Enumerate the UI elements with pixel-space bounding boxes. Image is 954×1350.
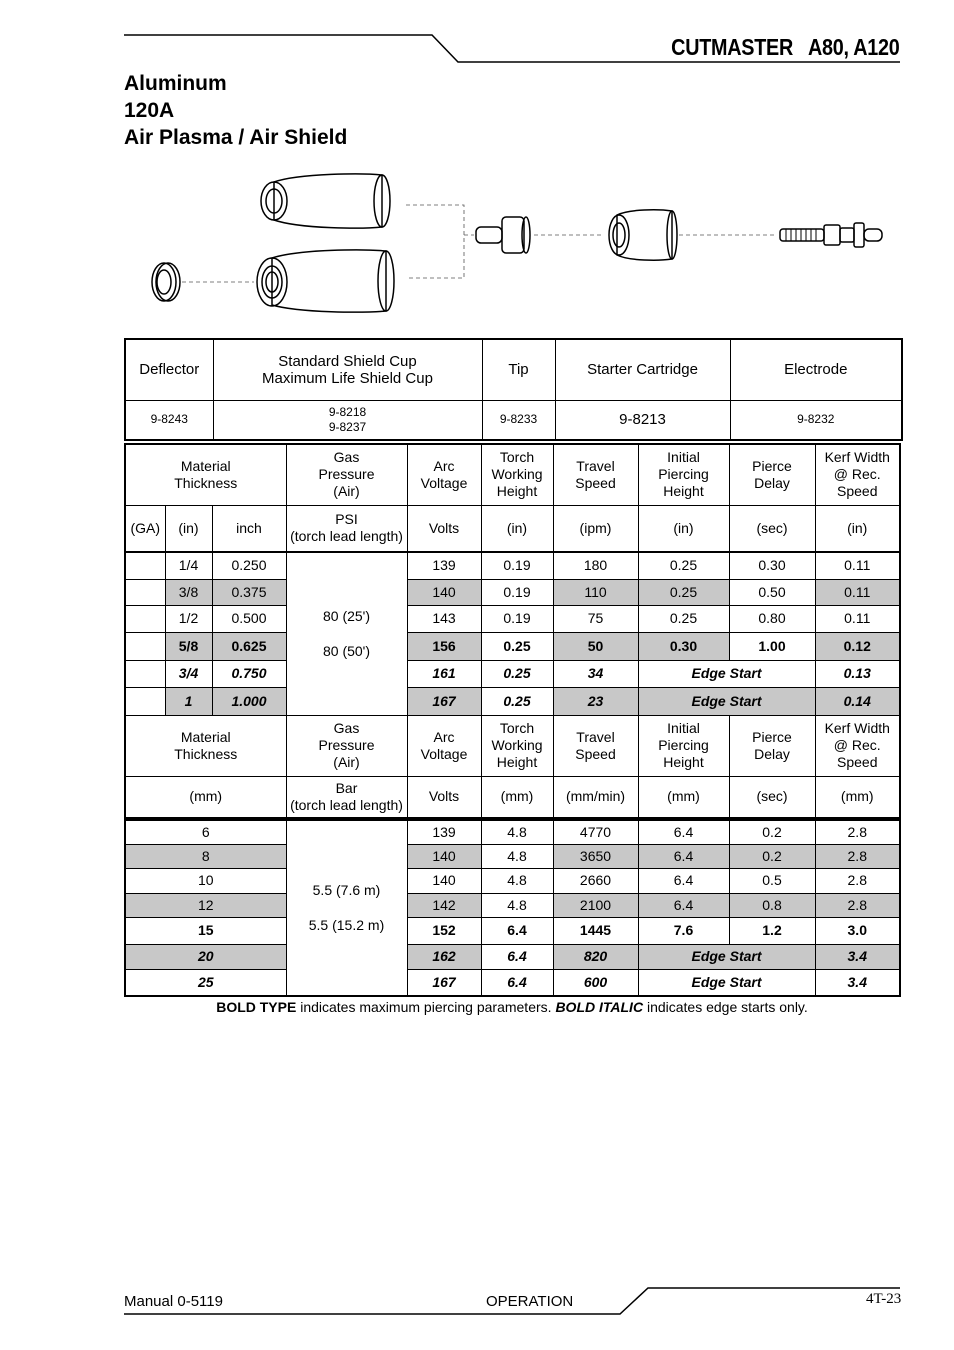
arc-voltage: 167: [407, 687, 481, 715]
col-travel-speed-metric: Travel Speed: [553, 715, 638, 776]
travel-speed: 75: [553, 605, 638, 632]
unit-inch: inch: [212, 505, 286, 552]
arc-voltage: 142: [407, 893, 481, 917]
starter-cartridge-icon: [609, 210, 677, 260]
torch-height: 0.25: [481, 660, 553, 687]
tip-header: Tip: [482, 339, 555, 400]
electrode-part-number: 9-8232: [730, 400, 902, 440]
col-torch-height: Torch Working Height: [481, 444, 553, 505]
arc-voltage: 162: [407, 944, 481, 969]
unit-mm: (mm): [125, 776, 286, 818]
arc-voltage: 139: [407, 820, 481, 844]
pierce-delay: 1.2: [729, 917, 815, 944]
travel-speed: 110: [553, 579, 638, 605]
unit-speed: (ipm): [553, 505, 638, 552]
document-title: CUTMASTER A80, A120: [671, 34, 900, 60]
unit-volts-metric: Volts: [407, 776, 481, 818]
thickness-decimal: 0.250: [212, 552, 286, 579]
pierce-height: 6.4: [638, 844, 729, 868]
imperial-settings-table: [124, 443, 901, 819]
torch-height: 4.8: [481, 844, 553, 868]
pierce-delay: 0.2: [729, 844, 815, 868]
tip-part-number: 9-8233: [482, 400, 555, 440]
unit-delay-metric: (sec): [729, 776, 815, 818]
pierce-height: 6.4: [638, 893, 729, 917]
ga-cell: [125, 687, 165, 715]
ga-cell: [125, 660, 165, 687]
thickness-fraction: 3/4: [165, 660, 212, 687]
thickness-mm: 20: [125, 944, 286, 969]
arc-voltage: 140: [407, 844, 481, 868]
col-pierce-height: Initial Piercing Height: [638, 444, 729, 505]
kerf-width: 2.8: [815, 820, 900, 844]
col-kerf-width-metric: Kerf Width @ Rec. Speed: [815, 715, 900, 776]
thickness-fraction: 1/2: [165, 605, 212, 632]
thickness-fraction: 1/4: [165, 552, 212, 579]
tip-icon: [476, 217, 530, 253]
torch-height: 4.8: [481, 893, 553, 917]
col-pierce-height-metric: Initial Piercing Height: [638, 715, 729, 776]
col-pierce-delay-metric: Pierce Delay: [729, 715, 815, 776]
kerf-width: 2.8: [815, 893, 900, 917]
psi-50ft: 80 (50'): [322, 642, 371, 659]
travel-speed: 820: [553, 944, 638, 969]
travel-speed: 180: [553, 552, 638, 579]
edge-start: Edge Start: [638, 944, 815, 969]
kerf-width: 3.4: [815, 969, 900, 996]
unit-bar-label: Bar: [335, 779, 358, 796]
ga-cell: [125, 605, 165, 632]
arc-voltage: 140: [407, 579, 481, 605]
unit-pierce-height: (in): [638, 505, 729, 552]
torch-height: 6.4: [481, 917, 553, 944]
col-arc-voltage: Arc Voltage: [407, 444, 481, 505]
pierce-height: 6.4: [638, 868, 729, 893]
bar-15m: 5.5 (15.2 m): [308, 917, 385, 933]
footer-manual: Manual 0-5119: [124, 1293, 223, 1310]
kerf-width: 3.0: [815, 917, 900, 944]
pierce-delay: 0.80: [729, 605, 815, 632]
unit-ga: (GA): [125, 505, 165, 552]
note-text-1: indicates maximum piercing parameters.: [296, 999, 556, 1015]
arc-voltage: 139: [407, 552, 481, 579]
travel-speed: 1445: [553, 917, 638, 944]
travel-speed: 23: [553, 687, 638, 715]
psi-25ft: 80 (25'): [322, 607, 371, 624]
pierce-height: 7.6: [638, 917, 729, 944]
ga-cell: [125, 632, 165, 660]
torch-height: 4.8: [481, 820, 553, 844]
travel-speed: 3650: [553, 844, 638, 868]
thickness-mm: 10: [125, 868, 286, 893]
thickness-mm: 12: [125, 893, 286, 917]
pierce-height: 0.25: [638, 605, 729, 632]
arc-voltage: 140: [407, 868, 481, 893]
unit-bar: [286, 776, 407, 818]
col-gas-pressure-metric: Gas Pressure (Air): [286, 715, 407, 776]
travel-speed: 50: [553, 632, 638, 660]
edge-start: Edge Start: [638, 687, 815, 715]
col-material-thickness-metric: Material Thickness: [125, 715, 286, 776]
deflector-header: Deflector: [125, 339, 213, 400]
pierce-delay: 0.2: [729, 820, 815, 844]
ga-cell: [125, 579, 165, 605]
col-kerf-width: Kerf Width @ Rec. Speed: [815, 444, 900, 505]
col-pierce-delay: Pierce Delay: [729, 444, 815, 505]
starter-part-number: 9-8213: [555, 400, 730, 440]
max-life-shield-cup-icon: [257, 250, 394, 312]
kerf-width: 0.12: [815, 632, 900, 660]
torch-height: 0.19: [481, 605, 553, 632]
kerf-width: 0.13: [815, 660, 900, 687]
thickness-fraction: 5/8: [165, 632, 212, 660]
travel-speed: 600: [553, 969, 638, 996]
subtitle-amperage: 120A: [124, 99, 175, 122]
consumables-table: [124, 338, 903, 441]
thickness-decimal: 0.375: [212, 579, 286, 605]
shield-cup-part-maxlife: 9-8237: [328, 419, 367, 434]
pierce-delay: 0.50: [729, 579, 815, 605]
thickness-decimal: 0.625: [212, 632, 286, 660]
arc-voltage: 143: [407, 605, 481, 632]
edge-start: Edge Start: [638, 969, 815, 996]
kerf-width: 0.11: [815, 579, 900, 605]
unit-psi-label: PSI: [335, 511, 358, 528]
unit-kerf: (in): [815, 505, 900, 552]
note-text-2: indicates edge starts only.: [643, 999, 808, 1015]
pierce-height: 0.25: [638, 552, 729, 579]
unit-height-metric: (mm): [481, 776, 553, 818]
note-bold-italic: BOLD ITALIC: [555, 999, 644, 1015]
arc-voltage: 156: [407, 632, 481, 660]
ga-cell: [125, 552, 165, 579]
note-bold: BOLD TYPE: [216, 999, 297, 1015]
torch-height: 0.19: [481, 579, 553, 605]
unit-lead-label-metric: (torch lead length): [290, 796, 403, 813]
thickness-decimal: 0.500: [212, 605, 286, 632]
deflector-part-number: 9-8243: [125, 400, 213, 440]
gas-pressure-psi: [286, 552, 407, 715]
travel-speed: 2100: [553, 893, 638, 917]
torch-height: 0.25: [481, 632, 553, 660]
travel-speed: 34: [553, 660, 638, 687]
kerf-width: 0.11: [815, 605, 900, 632]
unit-in: (in): [165, 505, 212, 552]
pierce-delay: 0.30: [729, 552, 815, 579]
thickness-decimal: 0.750: [212, 660, 286, 687]
footer-section: OPERATION: [486, 1293, 574, 1310]
shield-cup-label-maxlife: Maximum Life Shield Cup: [262, 369, 433, 387]
pierce-delay: 1.00: [729, 632, 815, 660]
travel-speed: 4770: [553, 820, 638, 844]
thickness-mm: 8: [125, 844, 286, 868]
unit-psi: [286, 505, 407, 552]
subtitle-gas: Air Plasma / Air Shield: [124, 126, 348, 149]
standard-shield-cup-icon: [261, 174, 390, 228]
arc-voltage: 167: [407, 969, 481, 996]
kerf-width: 0.11: [815, 552, 900, 579]
shield-cup-header: [213, 339, 482, 400]
torch-height: 4.8: [481, 868, 553, 893]
starter-header: Starter Cartridge: [555, 339, 730, 400]
unit-volts: Volts: [407, 505, 481, 552]
footer-page-number: 4T-23: [866, 1291, 902, 1307]
kerf-width: 2.8: [815, 844, 900, 868]
subtitle-material: Aluminum: [124, 72, 227, 95]
pierce-delay: 0.8: [729, 893, 815, 917]
unit-lead-label: (torch lead length): [290, 528, 403, 545]
travel-speed: 2660: [553, 868, 638, 893]
thickness-mm: 6: [125, 820, 286, 844]
unit-kerf-metric: (mm): [815, 776, 900, 818]
section-subtitle: [124, 70, 347, 151]
thickness-decimal: 1.000: [212, 687, 286, 715]
unit-speed-metric: (mm/min): [553, 776, 638, 818]
pierce-delay: 0.5: [729, 868, 815, 893]
unit-pierce-height-metric: (mm): [638, 776, 729, 818]
shield-cup-label-standard: Standard Shield Cup: [278, 352, 417, 370]
col-gas-pressure: Gas Pressure (Air): [286, 444, 407, 505]
deflector-icon: [152, 263, 180, 301]
metric-settings-table: [124, 819, 901, 997]
electrode-icon: [780, 223, 882, 247]
kerf-width: 3.4: [815, 944, 900, 969]
col-arc-voltage-metric: Arc Voltage: [407, 715, 481, 776]
pierce-height: 0.25: [638, 579, 729, 605]
col-travel-speed: Travel Speed: [553, 444, 638, 505]
shield-cup-part-standard: 9-8218: [328, 404, 367, 419]
kerf-width: 2.8: [815, 868, 900, 893]
thickness-fraction: 3/8: [165, 579, 212, 605]
col-torch-height-metric: Torch Working Height: [481, 715, 553, 776]
electrode-header: Electrode: [730, 339, 902, 400]
edge-start: Edge Start: [638, 660, 815, 687]
torch-height: 0.25: [481, 687, 553, 715]
bar-7m: 5.5 (7.6 m): [312, 882, 381, 898]
col-material-thickness: Material Thickness: [125, 444, 286, 505]
unit-height: (in): [481, 505, 553, 552]
torch-height: 6.4: [481, 944, 553, 969]
arc-voltage: 152: [407, 917, 481, 944]
thickness-mm: 15: [125, 917, 286, 944]
kerf-width: 0.14: [815, 687, 900, 715]
gas-pressure-bar: [286, 820, 407, 996]
shield-cup-part-numbers: [213, 400, 482, 440]
torch-height: 0.19: [481, 552, 553, 579]
torch-height: 6.4: [481, 969, 553, 996]
thickness-fraction: 1: [165, 687, 212, 715]
pierce-height: 0.30: [638, 632, 729, 660]
legend-note: [0, 999, 954, 1015]
torch-parts-illustration: [124, 165, 900, 325]
pierce-height: 6.4: [638, 820, 729, 844]
unit-delay: (sec): [729, 505, 815, 552]
arc-voltage: 161: [407, 660, 481, 687]
thickness-mm: 25: [125, 969, 286, 996]
